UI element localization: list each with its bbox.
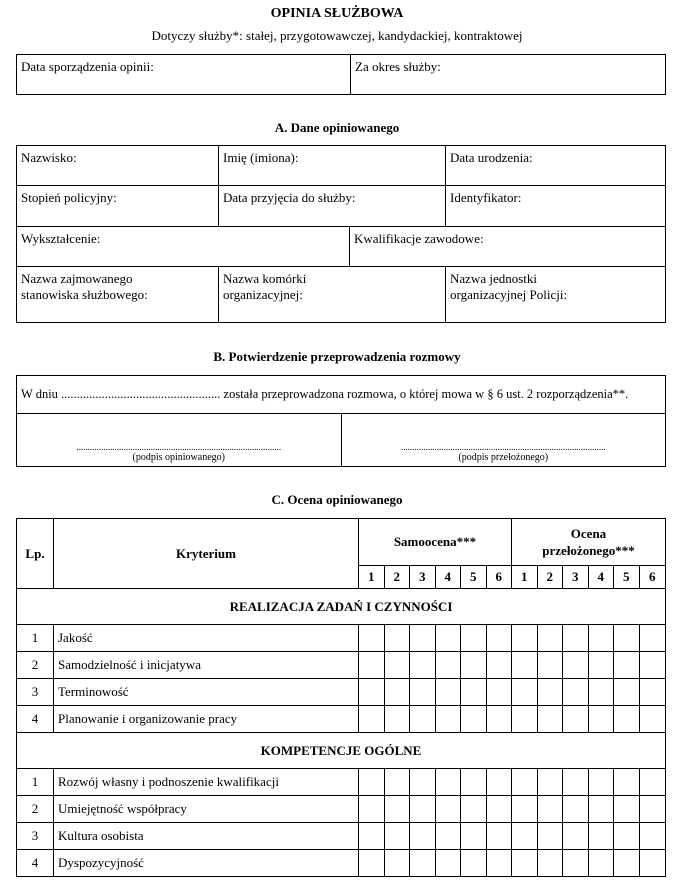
ocena-przelozonego-score-cell-5[interactable]: [614, 652, 640, 679]
police-unit-field[interactable]: [446, 267, 666, 323]
group-header-kompetencje: KOMPETENCJE OGÓLNE: [17, 733, 666, 769]
service-period-label: Za okres służby:: [355, 59, 441, 74]
ocena-przelozonego-score-cell-5[interactable]: [614, 823, 640, 850]
qualifications-field[interactable]: [350, 227, 666, 267]
samoocena-score-cell-2[interactable]: [384, 652, 410, 679]
criterion-lp: 2: [17, 652, 54, 679]
ocena-przelozonego-score-cell-1[interactable]: [512, 823, 538, 850]
samoocena-score-cell-3[interactable]: [410, 850, 436, 877]
samoocena-score-cell-2[interactable]: [384, 769, 410, 796]
ocena-przelozonego-score-cell-1[interactable]: [512, 850, 538, 877]
samoocena-score-cell-3[interactable]: [410, 706, 436, 733]
group1-body: [17, 625, 666, 733]
section-c-title: C. Ocena opiniowanego: [271, 492, 403, 507]
ocena-przelozonego-score-cell-1[interactable]: [512, 706, 538, 733]
ocena-przelozonego-score-cell-5[interactable]: [614, 679, 640, 706]
samoocena-score-cell-1[interactable]: [359, 823, 385, 850]
scale-header-przelozony-3: 3: [563, 566, 589, 589]
ocena-przelozonego-score-cell-5[interactable]: [614, 706, 640, 733]
col-ocena-line1: Ocena: [570, 526, 607, 541]
opinion-date-table: [16, 54, 666, 95]
surname-label: Nazwisko:: [21, 150, 77, 165]
samoocena-score-cell-2[interactable]: [384, 706, 410, 733]
samoocena-score-cell-4[interactable]: [435, 850, 461, 877]
education-label: Wykształcenie:: [21, 231, 101, 246]
group2-body: [17, 769, 666, 877]
samoocena-score-cell-4[interactable]: [435, 769, 461, 796]
samoocena-score-cell-5[interactable]: [461, 652, 487, 679]
ocena-przelozonego-score-cell-6[interactable]: [639, 796, 666, 823]
ocena-przelozonego-score-cell-3[interactable]: [563, 652, 589, 679]
ocena-przelozonego-score-cell-2[interactable]: [537, 652, 563, 679]
samoocena-score-cell-2[interactable]: [384, 823, 410, 850]
ocena-przelozonego-score-cell-4[interactable]: [588, 823, 614, 850]
criterion-lp: 3: [17, 679, 54, 706]
qualifications-label: Kwalifikacje zawodowe:: [354, 231, 484, 246]
samoocena-score-cell-3[interactable]: [410, 679, 436, 706]
samoocena-score-cell-3[interactable]: [410, 796, 436, 823]
ocena-przelozonego-score-cell-4[interactable]: [588, 679, 614, 706]
identifier-label: Identyfikator:: [450, 190, 522, 205]
samoocena-score-cell-4[interactable]: [435, 796, 461, 823]
criterion-lp: 2: [17, 796, 54, 823]
section-a-title: A. Dane opiniowanego: [274, 120, 400, 135]
signature-opiniowany-field[interactable]: [17, 414, 342, 467]
samoocena-score-cell-3[interactable]: [410, 652, 436, 679]
ocena-przelozonego-score-cell-6[interactable]: [639, 850, 666, 877]
page-title: OPINIA SŁUŻBOWA: [270, 6, 404, 21]
samoocena-score-cell-1[interactable]: [359, 679, 385, 706]
samoocena-score-cell-5[interactable]: [461, 625, 487, 652]
samoocena-score-cell-5[interactable]: [461, 823, 487, 850]
ocena-przelozonego-score-cell-3[interactable]: [563, 706, 589, 733]
samoocena-score-cell-1[interactable]: [359, 652, 385, 679]
scale-header-przelozony-6: 6: [639, 566, 666, 589]
samoocena-score-cell-6[interactable]: [486, 652, 512, 679]
samoocena-score-cell-5[interactable]: [461, 796, 487, 823]
unit-cell-field[interactable]: [219, 267, 446, 323]
ocena-przelozonego-score-cell-3[interactable]: [563, 823, 589, 850]
education-field[interactable]: [17, 227, 350, 267]
criterion-lp: 4: [17, 706, 54, 733]
criterion-lp: 1: [17, 769, 54, 796]
criterion-name: Samodzielność i inicjatywa: [54, 652, 359, 679]
personal-data-table-3: [16, 266, 666, 323]
position-field[interactable]: [17, 267, 219, 323]
criterion-lp: 4: [17, 850, 54, 877]
opinion-date-field[interactable]: [17, 55, 351, 95]
ocena-przelozonego-score-cell-4[interactable]: [588, 850, 614, 877]
first-name-label: Imię (imiona):: [223, 150, 299, 165]
samoocena-score-cell-5[interactable]: [461, 706, 487, 733]
samoocena-score-cell-6[interactable]: [486, 769, 512, 796]
criterion-name: Rozwój własny i podnoszenie kwalifikacji: [54, 769, 359, 796]
interview-sentence: W dniu ................................................... została przeprowadzona rozmowa, o której mowa w § 6 ust. 2 rozporządzenia**.: [21, 387, 629, 401]
signature-przelozony-field[interactable]: [341, 414, 666, 467]
ocena-przelozonego-score-cell-4[interactable]: [588, 706, 614, 733]
criterion-name: Terminowość: [54, 679, 359, 706]
ocena-przelozonego-score-cell-5[interactable]: [614, 850, 640, 877]
ocena-przelozonego-score-cell-6[interactable]: [639, 679, 666, 706]
samoocena-score-cell-6[interactable]: [486, 823, 512, 850]
samoocena-score-cell-2[interactable]: [384, 679, 410, 706]
interview-confirmation-table: [16, 375, 666, 467]
ocena-przelozonego-score-cell-3[interactable]: [563, 796, 589, 823]
ocena-przelozonego-score-cell-6[interactable]: [639, 625, 666, 652]
admission-date-label: Data przyjęcia do służby:: [223, 190, 356, 205]
rank-label: Stopień policyjny:: [21, 190, 117, 205]
samoocena-score-cell-1[interactable]: [359, 850, 385, 877]
samoocena-score-cell-3[interactable]: [410, 823, 436, 850]
ocena-przelozonego-score-cell-2[interactable]: [537, 850, 563, 877]
ocena-przelozonego-score-cell-6[interactable]: [639, 823, 666, 850]
surname-field[interactable]: [17, 146, 219, 186]
personal-data-table-1: [16, 145, 666, 227]
signature-caption-right: (podpis przełożonego): [458, 452, 549, 463]
ocena-przelozonego-score-cell-3[interactable]: [563, 769, 589, 796]
birth-date-label: Data urodzenia:: [450, 150, 533, 165]
group-header-realizacja: REALIZACJA ZADAŃ I CZYNNOŚCI: [17, 589, 666, 625]
criterion-row: [17, 706, 666, 733]
criterion-row: [17, 625, 666, 652]
scale-header-samoocena-6: 6: [486, 566, 512, 589]
samoocena-score-cell-1[interactable]: [359, 796, 385, 823]
ocena-przelozonego-score-cell-1[interactable]: [512, 652, 538, 679]
samoocena-score-cell-6[interactable]: [486, 796, 512, 823]
samoocena-score-cell-2[interactable]: [384, 850, 410, 877]
signature-line-right: ...........................................................................................: [400, 442, 606, 452]
admission-date-field[interactable]: [219, 186, 446, 227]
samoocena-score-cell-4[interactable]: [435, 652, 461, 679]
samoocena-score-cell-1[interactable]: [359, 706, 385, 733]
ocena-przelozonego-score-cell-2[interactable]: [537, 823, 563, 850]
ocena-przelozonego-score-cell-6[interactable]: [639, 706, 666, 733]
col-kryterium-header: Kryterium: [54, 519, 359, 589]
ocena-przelozonego-score-cell-2[interactable]: [537, 625, 563, 652]
unit-cell-label-line2: organizacyjnej:: [223, 287, 303, 302]
ocena-przelozonego-score-cell-1[interactable]: [512, 679, 538, 706]
criterion-name: Planowanie i organizowanie pracy: [54, 706, 359, 733]
ocena-przelozonego-score-cell-2[interactable]: [537, 769, 563, 796]
ocena-przelozonego-score-cell-1[interactable]: [512, 796, 538, 823]
ocena-przelozonego-score-cell-5[interactable]: [614, 796, 640, 823]
scale-header-samoocena-1: 1: [359, 566, 385, 589]
ocena-przelozonego-score-cell-3[interactable]: [563, 850, 589, 877]
scale-header-samoocena-2: 2: [384, 566, 410, 589]
samoocena-score-cell-4[interactable]: [435, 706, 461, 733]
rank-field[interactable]: [17, 186, 219, 227]
criterion-row: [17, 796, 666, 823]
ocena-przelozonego-score-cell-6[interactable]: [639, 769, 666, 796]
ocena-przelozonego-score-cell-5[interactable]: [614, 769, 640, 796]
birth-date-field[interactable]: [446, 146, 666, 186]
col-ocena-line2: przełożonego***: [542, 543, 635, 558]
opinion-date-label: Data sporządzenia opinii:: [21, 59, 154, 74]
criterion-row: [17, 769, 666, 796]
ocena-przelozonego-score-cell-1[interactable]: [512, 769, 538, 796]
page-subtitle: Dotyczy służby*: stałej, przygotowawczej, kandydackiej, kontraktowej: [151, 28, 523, 43]
ocena-przelozonego-score-cell-2[interactable]: [537, 796, 563, 823]
col-ocena-header: [512, 519, 666, 566]
ocena-przelozonego-score-cell-2[interactable]: [537, 706, 563, 733]
ocena-przelozonego-score-cell-4[interactable]: [588, 625, 614, 652]
samoocena-score-cell-2[interactable]: [384, 625, 410, 652]
criterion-row: [17, 823, 666, 850]
samoocena-score-cell-6[interactable]: [486, 679, 512, 706]
samoocena-score-cell-4[interactable]: [435, 823, 461, 850]
criterion-name: Jakość: [54, 625, 359, 652]
identifier-field[interactable]: [446, 186, 666, 227]
police-unit-label-line1: Nazwa jednostki: [450, 271, 538, 286]
criterion-row: [17, 679, 666, 706]
ocena-przelozonego-score-cell-4[interactable]: [588, 769, 614, 796]
ocena-przelozonego-score-cell-4[interactable]: [588, 652, 614, 679]
criterion-name: Umiejętność współpracy: [54, 796, 359, 823]
ocena-przelozonego-score-cell-3[interactable]: [563, 679, 589, 706]
ocena-przelozonego-score-cell-4[interactable]: [588, 796, 614, 823]
samoocena-score-cell-6[interactable]: [486, 625, 512, 652]
criterion-name: Kultura osobista: [54, 823, 359, 850]
assessment-table: [16, 518, 666, 877]
scale-header-samoocena-4: 4: [435, 566, 461, 589]
position-label-line2: stanowiska służbowego:: [21, 287, 148, 302]
col-samoocena-header: Samoocena***: [359, 519, 512, 566]
scale-header-samoocena-5: 5: [461, 566, 487, 589]
ocena-przelozonego-score-cell-6[interactable]: [639, 652, 666, 679]
signature-caption-left: (podpis opiniowanego): [132, 452, 225, 463]
scale-header-przelozony-4: 4: [588, 566, 614, 589]
ocena-przelozonego-score-cell-3[interactable]: [563, 625, 589, 652]
samoocena-score-cell-3[interactable]: [410, 625, 436, 652]
personal-data-table-2: [16, 226, 666, 267]
samoocena-score-cell-6[interactable]: [486, 850, 512, 877]
samoocena-score-cell-4[interactable]: [435, 625, 461, 652]
scale-header-przelozony-2: 2: [537, 566, 563, 589]
service-period-field[interactable]: [351, 55, 666, 95]
samoocena-score-cell-5[interactable]: [461, 679, 487, 706]
signature-line-left: ...........................................................................................: [76, 442, 282, 452]
criterion-lp: 1: [17, 625, 54, 652]
first-name-field[interactable]: [219, 146, 446, 186]
scale-header-samoocena-3: 3: [410, 566, 436, 589]
criterion-row: [17, 850, 666, 877]
col-lp-header: Lp.: [17, 519, 54, 589]
police-unit-label-line2: organizacyjnej Policji:: [450, 287, 568, 302]
samoocena-score-cell-1[interactable]: [359, 625, 385, 652]
samoocena-score-cell-5[interactable]: [461, 769, 487, 796]
ocena-przelozonego-score-cell-5[interactable]: [614, 625, 640, 652]
samoocena-score-cell-5[interactable]: [461, 850, 487, 877]
unit-cell-label-line1: Nazwa komórki: [223, 271, 307, 286]
criterion-name: Dyspozycyjność: [54, 850, 359, 877]
ocena-przelozonego-score-cell-1[interactable]: [512, 625, 538, 652]
scale-header-przelozony-1: 1: [512, 566, 538, 589]
criterion-row: [17, 652, 666, 679]
scale-header-przelozony-5: 5: [614, 566, 640, 589]
samoocena-score-cell-6[interactable]: [486, 706, 512, 733]
interview-statement[interactable]: [17, 376, 666, 414]
position-label-line1: Nazwa zajmowanego: [21, 271, 133, 286]
section-b-title: B. Potwierdzenie przeprowadzenia rozmowy: [213, 349, 461, 364]
samoocena-score-cell-1[interactable]: [359, 769, 385, 796]
samoocena-score-cell-4[interactable]: [435, 679, 461, 706]
samoocena-score-cell-3[interactable]: [410, 769, 436, 796]
ocena-przelozonego-score-cell-2[interactable]: [537, 679, 563, 706]
criterion-lp: 3: [17, 823, 54, 850]
samoocena-score-cell-2[interactable]: [384, 796, 410, 823]
